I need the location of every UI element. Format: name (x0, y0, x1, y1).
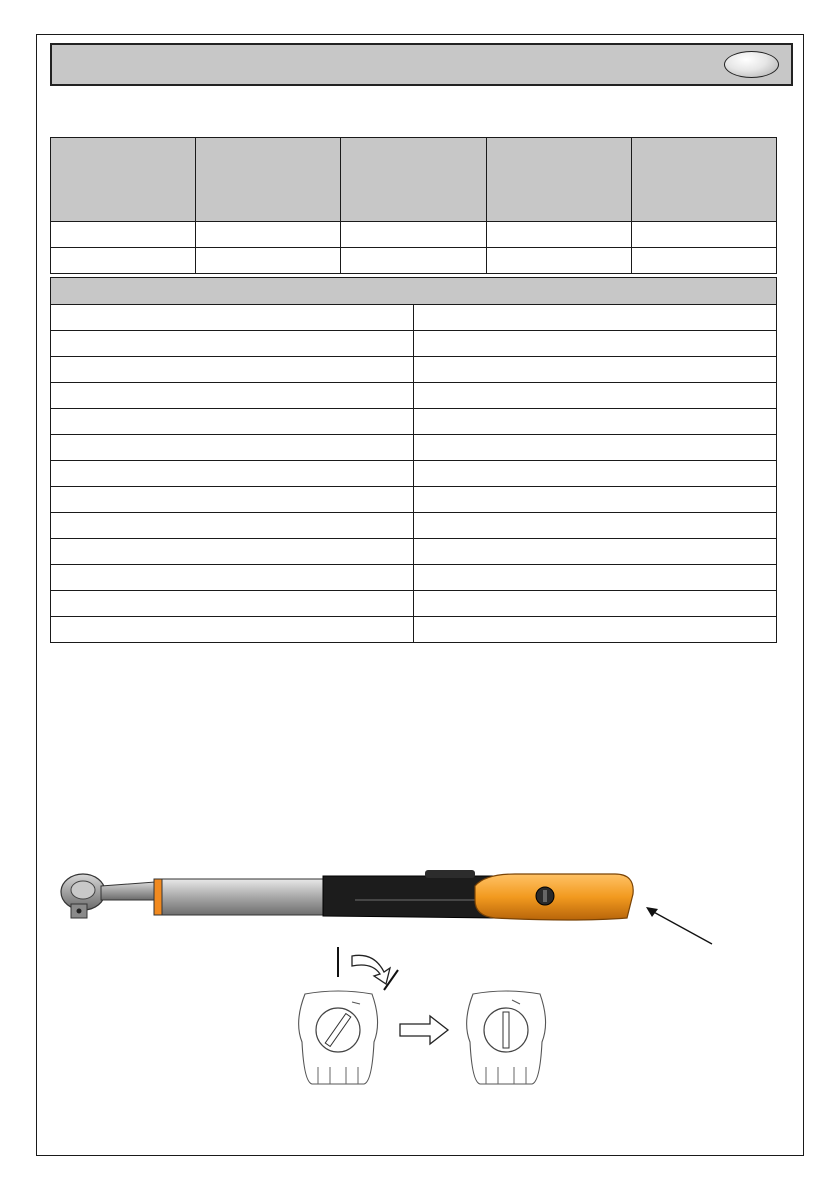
table-cell (51, 617, 414, 643)
table-cell (51, 409, 414, 435)
spec-header-cell (486, 138, 631, 222)
spec-header-row (51, 138, 777, 222)
table-cell (51, 513, 414, 539)
table-row (51, 591, 777, 617)
table-cell (414, 617, 777, 643)
spec-row (51, 248, 777, 274)
table-row (51, 539, 777, 565)
table-cell (51, 539, 414, 565)
orange-handle (475, 874, 633, 920)
black-grip (323, 870, 495, 918)
spec-cell (51, 222, 196, 248)
table-cell (414, 487, 777, 513)
table-row (51, 435, 777, 461)
pointer-arrow (640, 900, 720, 950)
table-cell (51, 461, 414, 487)
spec-header-cell (51, 138, 196, 222)
table-cell (414, 357, 777, 383)
table-row (51, 383, 777, 409)
spec-cell (196, 222, 341, 248)
table-row (51, 617, 777, 643)
knob-view-locked (467, 991, 546, 1084)
table-cell (414, 513, 777, 539)
table-cell (51, 357, 414, 383)
package-contents-table (50, 277, 777, 643)
page-number-badge (724, 51, 779, 78)
table-cell (414, 435, 777, 461)
orange-collar (154, 879, 162, 915)
spec-cell (486, 248, 631, 274)
spec-cell (341, 222, 486, 248)
table-cell (414, 383, 777, 409)
spec-cell (51, 248, 196, 274)
table-row (51, 357, 777, 383)
knob-view-unlocked (299, 991, 378, 1084)
table-cell (414, 565, 777, 591)
rotate-arrow-icon (352, 955, 390, 984)
section-header (50, 43, 793, 86)
spec-row (51, 222, 777, 248)
table-row (51, 305, 777, 331)
spec-cell (341, 248, 486, 274)
ratchet-head (61, 874, 155, 918)
table-row (51, 409, 777, 435)
table-row (51, 565, 777, 591)
specification-table (50, 137, 777, 274)
spec-cell (631, 222, 776, 248)
torque-wrench-illustration (55, 838, 645, 938)
table-cell (414, 461, 777, 487)
right-arrow-icon (400, 1016, 448, 1044)
spec-header-cell (196, 138, 341, 222)
table-cell (51, 383, 414, 409)
table-row (51, 461, 777, 487)
spec-header-cell (341, 138, 486, 222)
table-cell (414, 409, 777, 435)
package-title-row (51, 278, 777, 305)
table-cell (51, 331, 414, 357)
table-cell (51, 487, 414, 513)
table-cell (414, 591, 777, 617)
table-cell (51, 305, 414, 331)
table-cell (414, 331, 777, 357)
table-cell (414, 539, 777, 565)
table-cell (51, 435, 414, 461)
table-cell (51, 565, 414, 591)
wrench-shaft (162, 879, 328, 915)
package-title (51, 278, 777, 305)
table-row (51, 513, 777, 539)
table-row (51, 487, 777, 513)
spec-header-cell (631, 138, 776, 222)
table-row (51, 331, 777, 357)
table-cell (51, 591, 414, 617)
spec-cell (486, 222, 631, 248)
spec-cell (631, 248, 776, 274)
spec-cell (196, 248, 341, 274)
table-cell (414, 305, 777, 331)
lock-operation-diagram (280, 942, 580, 1092)
